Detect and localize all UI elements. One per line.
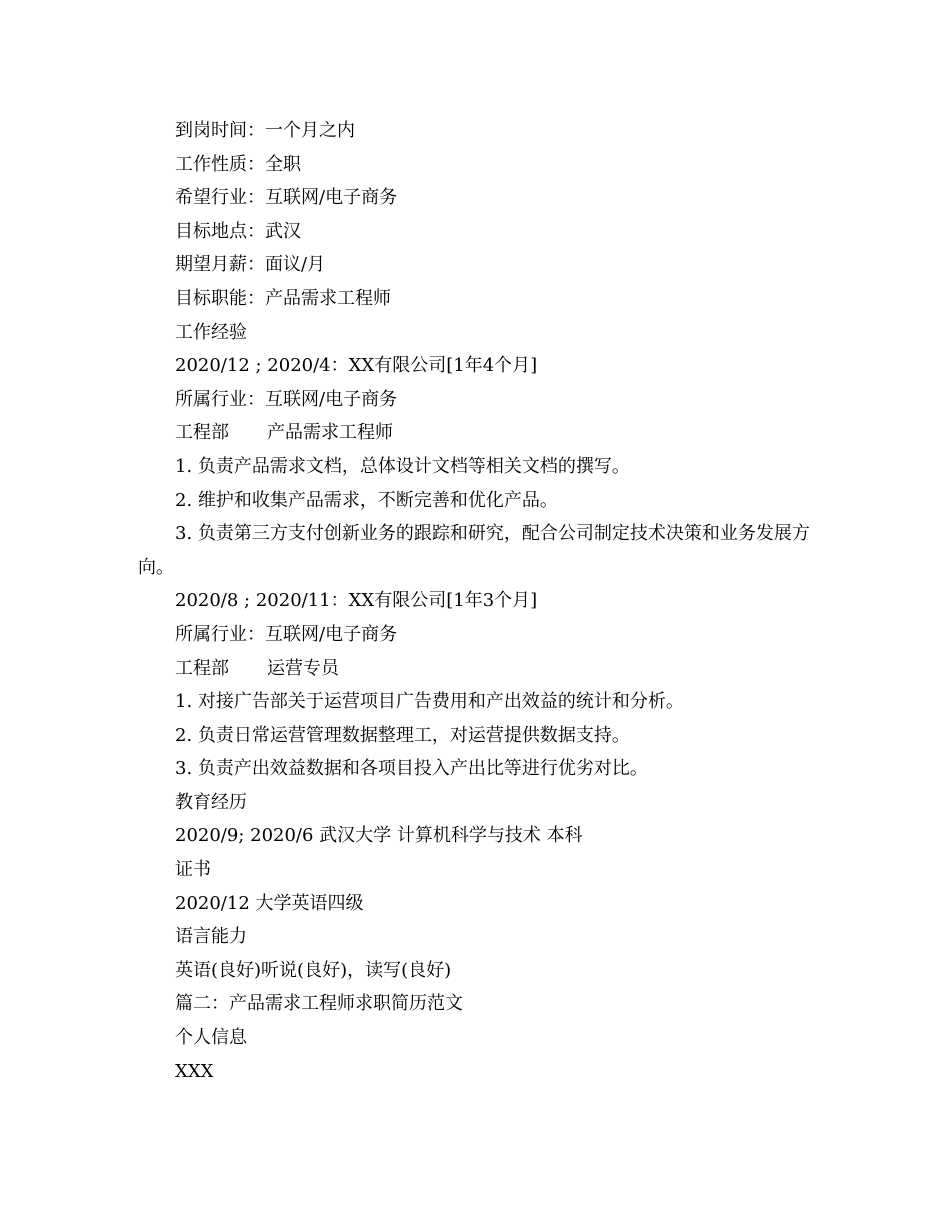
education-entry: 2020/9; 2020/6 武汉大学 计算机科学与技术 本科: [175, 825, 583, 847]
language-heading: 语言能力: [175, 926, 247, 948]
job1-dept: 工程部: [175, 422, 229, 444]
job1-duty-1: 1. 负责产品需求文档，总体设计文档等相关文档的撰写。: [175, 455, 630, 477]
target-function-line: 目标职能：产品需求工程师: [175, 287, 391, 309]
name-placeholder: XXX: [175, 1060, 214, 1082]
job2-dept: 工程部: [175, 657, 229, 679]
job1-duty-2: 2. 维护和收集产品需求，不断完善和优化产品。: [175, 489, 558, 511]
job2-period-line: 2020/8 ; 2020/11：XX有限公司[1年3个月]: [175, 590, 538, 612]
job2-duty-3: 3. 负责产出效益数据和各项目投入产出比等进行优劣对比。: [175, 758, 648, 780]
job1-duty-3: 3. 负责第三方支付创新业务的跟踪和研究，配合公司制定技术决策和业务发展方向。: [138, 523, 810, 578]
desired-industry-line: 希望行业：互联网/电子商务: [175, 187, 398, 209]
work-experience-heading: 工作经验: [175, 321, 247, 343]
availability-line: 到岗时间：一个月之内: [175, 120, 355, 141]
job1-industry-line: 所属行业：互联网/电子商务: [175, 388, 398, 410]
job1-title: 产品需求工程师: [267, 422, 393, 444]
job2-duty-1: 1. 对接广告部关于运营项目广告费用和产出效益的统计和分析。: [175, 691, 684, 713]
personal-info-heading: 个人信息: [175, 1027, 247, 1049]
target-location-line: 目标地点：武汉: [175, 220, 301, 242]
section-two-title: 篇二：产品需求工程师求职简历范文: [175, 993, 463, 1015]
job2-role-line: [138, 652, 818, 686]
resume-body: [138, 114, 818, 1088]
job1-role-line: [138, 416, 818, 450]
certificates-heading: 证书: [175, 859, 211, 881]
job2-title: 运营专员: [267, 657, 339, 679]
job1-period-line: 2020/12 ; 2020/4：XX有限公司[1年4个月]: [175, 355, 538, 377]
expected-salary-line: 期望月薪：面议/月: [175, 254, 326, 276]
language-entry: 英语(良好)听说(良好)，读写(良好): [175, 959, 452, 981]
job2-duty-2: 2. 负责日常运营管理数据整理工，对运营提供数据支持。: [175, 724, 630, 746]
education-heading: 教育经历: [175, 791, 247, 813]
certificate-entry: 2020/12 大学英语四级: [175, 892, 364, 914]
job2-industry-line: 所属行业：互联网/电子商务: [175, 623, 398, 645]
job-type-line: 工作性质：全职: [175, 153, 301, 175]
